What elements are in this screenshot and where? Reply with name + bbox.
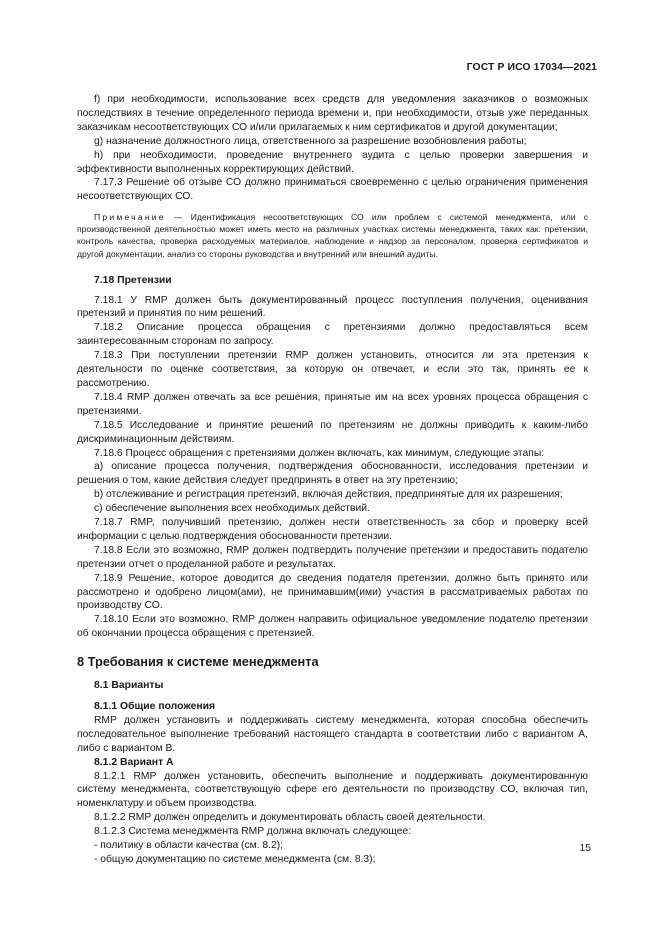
list-item-g: g) назначение должностного лица, ответственного за разрешение возобновления работы; (94, 135, 527, 147)
subsection-heading-8-1-1: 8.1.1 Общие положения (94, 701, 216, 712)
document-body (77, 93, 588, 867)
paragraph-8-1-1: RMP должен установить и поддерживать систему менеджмента, которая способна обеспечить последовательное выполнение требований настоящего стандарта в соответствии либо с вариантом А, либо с вариантом В. (77, 714, 588, 754)
section-heading-7-18: 7.18 Претензии (94, 274, 172, 286)
paragraph-7-18-9: 7.18.9 Решение, которое доводится до сведения подателя претензии, должно быть принято или рассмотрено и одобрено лицом(ами), не принимавшим(ими) участия в рассматриваемых работах по производству СО. (77, 572, 588, 612)
section-heading-8: 8 Требования к системе менеджмента (77, 654, 319, 670)
list-item-a: a) описание процесса получения, подтверждения обоснованности, исследования претензии и решения о том, какие действия следует предпринять в ответ на эту претензию; (77, 461, 588, 487)
page-number: 15 (579, 843, 591, 854)
paragraph-8-1-2-2: 8.1.2.2 RMP должен определить и документировать область своей деятельности. (94, 812, 486, 824)
subsection-heading-8-1: 8.1 Варианты (94, 680, 164, 692)
paragraph-7-17-3: 7.17.3 Решение об отзыве СО должно приниматься своевременно с целью ограничения применения несоответствующих СО. (77, 177, 588, 203)
paragraph-7-18-2: 7.18.2 Описание процесса обращения с претензиями должно предоставляться всем заинтересованным сторонам по запросу. (77, 322, 588, 348)
paragraph-8-1-2-1: 8.1.2.1 RMP должен установить, обеспечить выполнение и поддерживать документированную систему менеджмента, соответствующую сфере его деятельности по производству СО, включая тип, номенклатуру и объем производства. (77, 770, 588, 810)
list-item-h: h) при необходимости, проведение внутреннего аудита с целью проверки завершения и эффективности выполненных корректирующих действий. (77, 149, 588, 175)
paragraph-7-18-3: 7.18.3 При поступлении претензии RMP должен установить, относится ли эта претензия к деятельности по оценке соответствия, за которую он отвечает, и если это так, принять ее к рассмотрению. (77, 350, 588, 389)
paragraph-7-18-8: 7.18.8 Если это возможно, RMP должен подтвердить получение претензии и предоставить подателю претензии отчет о проделанной работе и результатах. (77, 544, 588, 570)
bullet-item-quality-policy: - политику в области качества (см. 8.2); (94, 840, 284, 852)
note-text: — Идентификация несоответствующих СО или проблем с системой менеджмента, или с производственной деятельностью может иметь место на различных участках системы менеджмента, таких как: претензии, контроль качества, проверка расходуемых материалов, наблюдение и надзор за персоналом, проверка сертификатов и другой документации, анализ со стороны руководства и внутренний или внешний аудиты. (77, 212, 588, 259)
paragraph-7-18-1: 7.18.1 У RMP должен быть документированный процесс поступления получения, оценивания претензий и принятия по ним решений. (77, 294, 588, 320)
document-header: ГОСТ Р ИСО 17034—2021 (466, 62, 597, 73)
note-block (77, 211, 588, 259)
list-item-f: f) при необходимости, использование всех средств для уведомления заказчиков о возможных последствиях в течение определенного периода времени и, при необходимости, отзыв уже переданных заказчикам несоответствующих СО и/или прилагаемых к ним сертификатов и другой документации; (77, 94, 588, 133)
bullet-item-general-documentation: - общую документацию по системе менеджмента (см. 8.3); (94, 853, 376, 865)
paragraph-7-18-7: 7.18.7 RMP, получивший претензию, должен нести ответственность за сбор и проверку всей информации с целью подтверждения обоснованности претензии. (77, 517, 588, 542)
paragraph-8-1-2-3: 8.1.2.3 Система менеджмента RMP должна включать следующее: (94, 826, 412, 838)
paragraph-7-18-10: 7.18.10 Если это возможно, RMP должен направить официальное уведомление подателю претензии об окончании процесса обращения с претензией. (77, 614, 588, 640)
list-item-c: c) обеспечение выполнения всех необходимых действий. (94, 503, 370, 515)
paragraph-7-18-5: 7.18.5 Исследование и принятие решений по претензиям не должны приводить к каким-либо дискриминационным действиям. (77, 419, 588, 445)
paragraph-7-18-6: 7.18.6 Процесс обращения с претензиями должен включать, как минимум, следующие этапы: (94, 447, 545, 459)
note-label: Примечание (94, 212, 166, 223)
subsection-heading-8-1-2: 8.1.2 Вариант А (94, 756, 174, 768)
paragraph-7-18-4: 7.18.4 RMP должен отвечать за все решения, принятые им на всех уровнях процесса обращения с претензиями. (77, 391, 588, 417)
list-item-b: b) отслеживание и регистрация претензий, включая действия, предпринятые для их разрешения; (94, 489, 563, 501)
